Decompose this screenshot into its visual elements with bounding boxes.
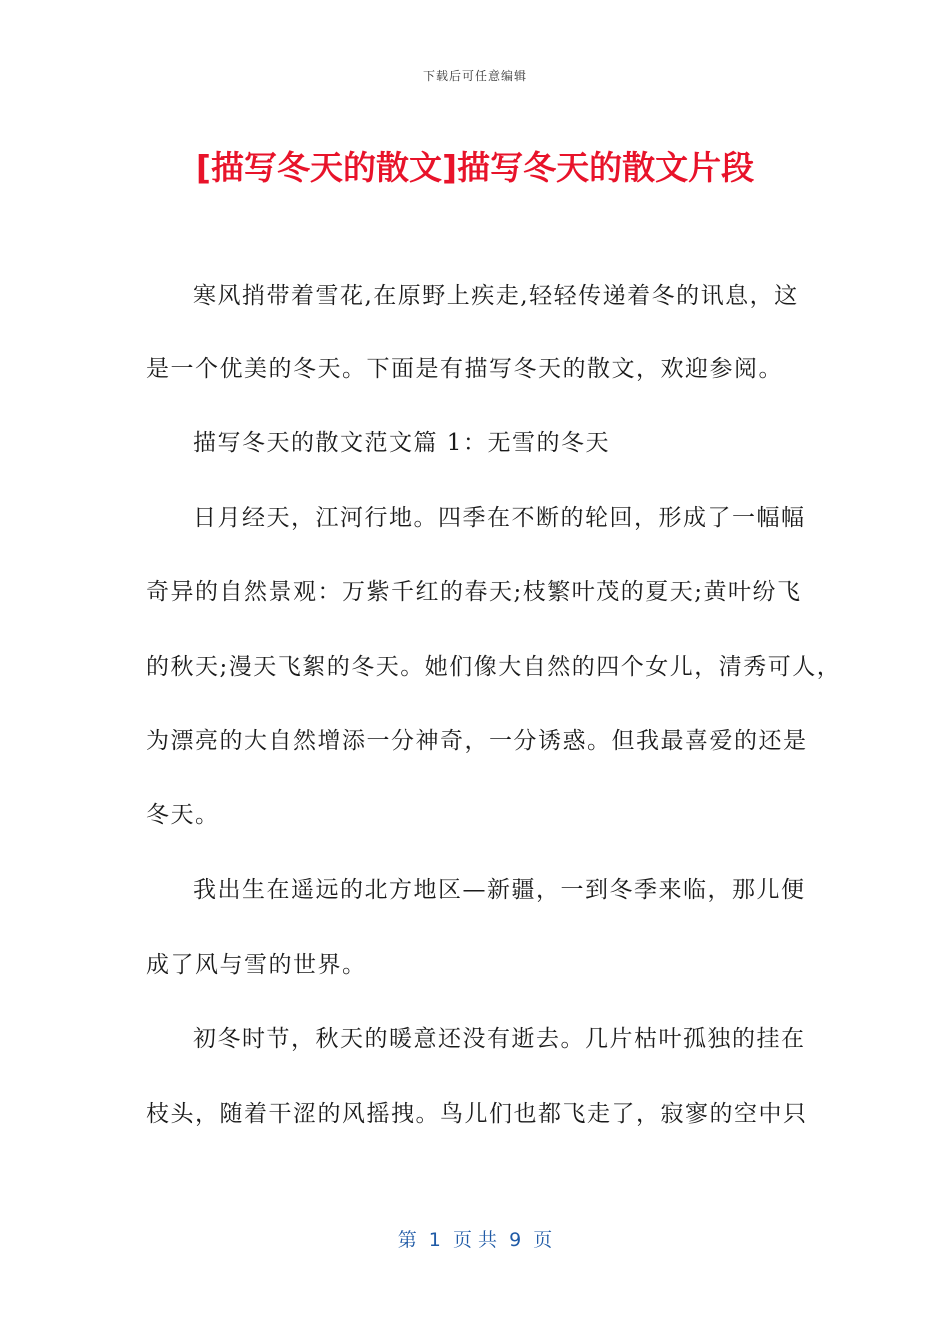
paragraph-line: 成了风与雪的世界。 (146, 952, 367, 978)
paragraph-line: 日月经天，江河行地。四季在不断的轮回，形成了一幅幅 (193, 505, 806, 531)
paragraph-line: 冬天。 (146, 802, 220, 828)
paragraph-line: 的秋天;漫天飞絮的冬天。她们像大自然的四个女儿，清秀可人， (146, 654, 842, 680)
paragraph-line: 是一个优美的冬天。下面是有描写冬天的散文，欢迎参阅。 (146, 356, 783, 382)
paragraph-line: 枝头，随着干涩的风摇拽。鸟儿们也都飞走了，寂寥的空中只 (146, 1101, 808, 1127)
section-heading: 描写冬天的散文范文篇 1：无雪的冬天 (193, 430, 610, 456)
paragraph-line: 我出生在遥远的北方地区—新疆，一到冬季来临，那儿便 (193, 877, 806, 903)
page-number: 第 1 页 共 9 页 (397, 1229, 553, 1251)
paragraph-line: 寒风捎带着雪花,在原野上疾走,轻轻传递着冬的讯息，这 (193, 283, 799, 309)
paragraph-line: 为漂亮的大自然增添一分神奇，一分诱惑。但我最喜爱的还是 (146, 728, 808, 754)
header-note: 下载后可任意编辑 (422, 69, 527, 83)
document-title: [描写冬天的散文]描写冬天的散文片段 (195, 148, 755, 187)
paragraph-line: 初冬时节，秋天的暖意还没有逝去。几片枯叶孤独的挂在 (193, 1026, 806, 1052)
paragraph-line: 奇异的自然景观：万紫千红的春天;枝繁叶茂的夏天;黄叶纷飞 (146, 579, 802, 605)
